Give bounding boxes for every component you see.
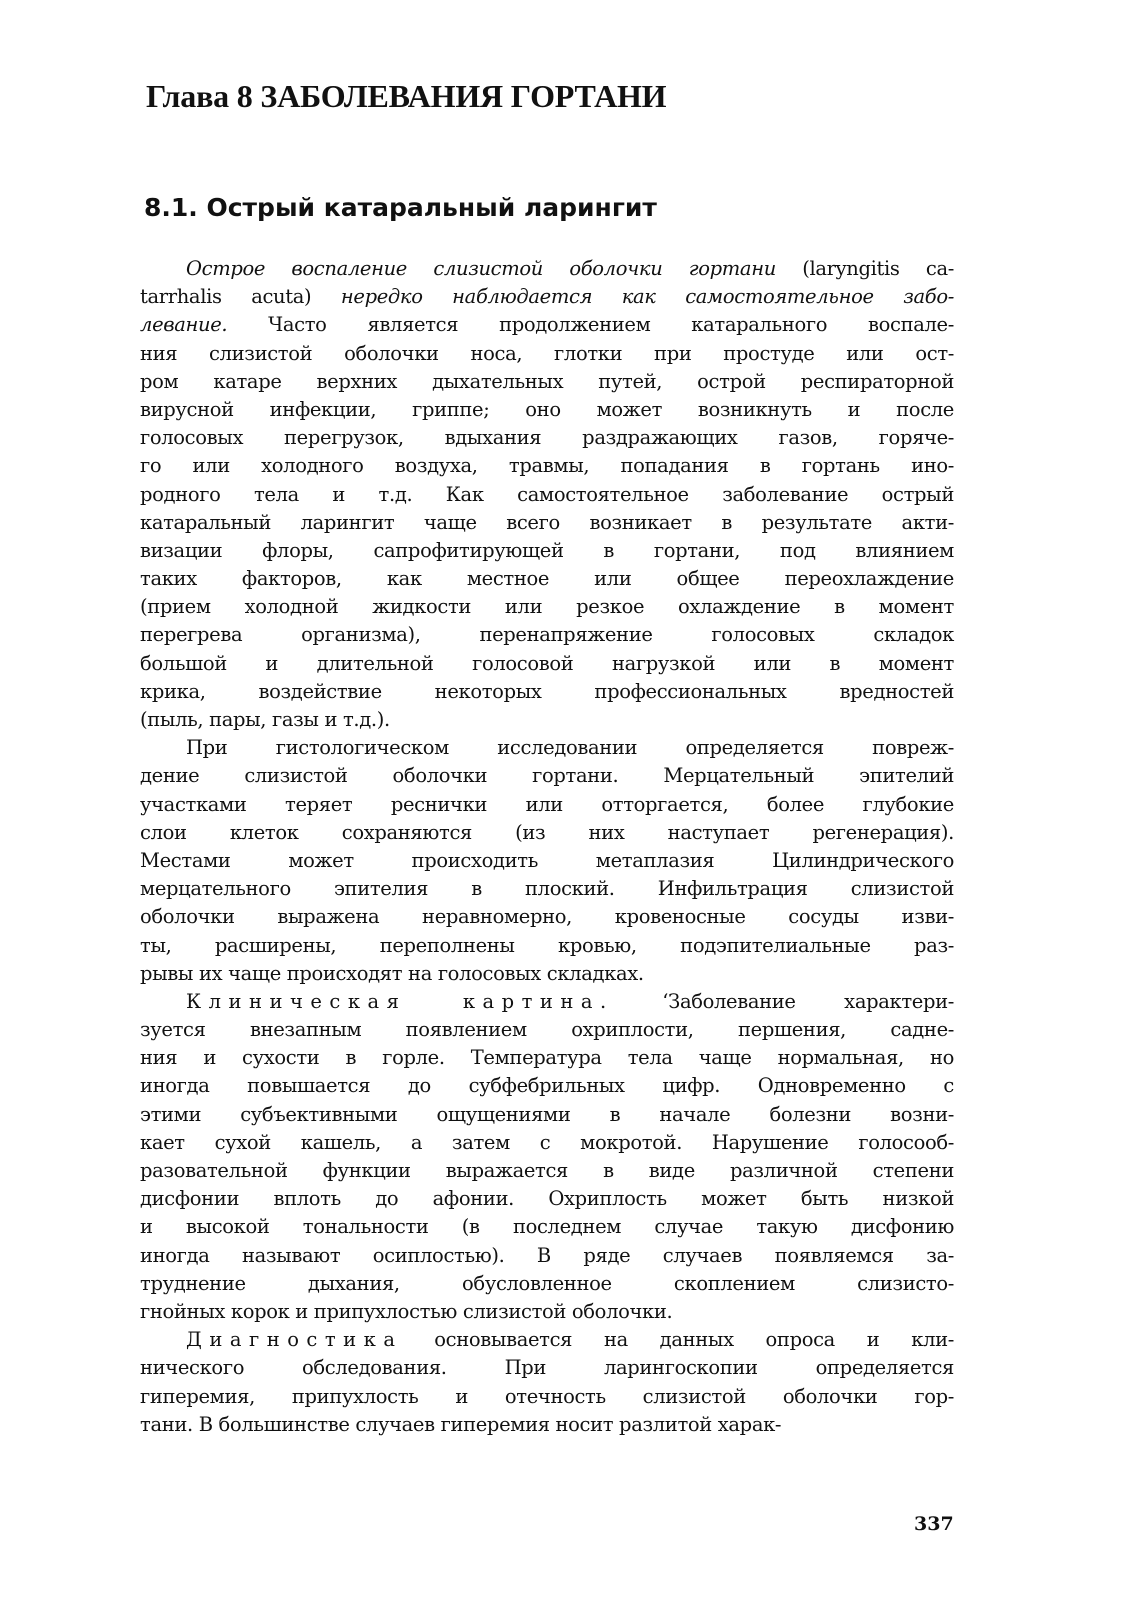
text-line	[140, 255, 954, 283]
spaced-heading: Диагностика	[186, 1328, 403, 1352]
text-fragment: (laryngitis ca-	[775, 257, 954, 280]
text-line: нического обследования. При ларингоскопии определяется	[140, 1356, 954, 1380]
text-line: крика, воздействие некоторых профессиональных вредностей	[140, 679, 954, 703]
text-line: гиперемия, припухлость и отечность слизистой оболочки гор-	[140, 1384, 954, 1408]
italic-term: левание.	[140, 313, 228, 337]
section-title: 8.1. Острый катаральный ларингит	[144, 193, 657, 222]
spaced-heading: Клиническая картина.	[186, 989, 614, 1013]
text-line: слои клеток сохраняются (из них наступает регенерация).	[140, 820, 954, 844]
italic-term: нередко наблюдается как самостоятельное забо-	[340, 285, 954, 309]
text-line: визации флоры, сапрофитирующей в гортани, под влиянием	[140, 538, 954, 562]
text-line	[140, 988, 954, 1016]
text-line: зуется внезапным появлением охриплости, першения, садне-	[140, 1018, 954, 1042]
text-line: оболочки выражена неравномерно, кровеносные сосуды изви-	[140, 905, 954, 929]
text-line: большой и длительной голосовой нагрузкой или в момент	[140, 651, 954, 675]
text-line: мерцательного эпителия в плоский. Инфильтрация слизистой	[140, 877, 954, 901]
text-line: тани. В большинстве случаев гиперемия носит разлитой харак-	[140, 1412, 782, 1436]
text-line: разовательной функции выражается в виде различной степени	[140, 1159, 954, 1182]
text-line: рывы их чаще происходят на голосовых складках.	[140, 961, 644, 985]
italic-term: Острое воспаление слизистой оболочки гортани	[186, 257, 776, 280]
text-line	[140, 283, 954, 311]
text-line: гнойных корок и припухлостью слизистой оболочки.	[140, 1299, 673, 1323]
text-line: ния и сухости в горле. Температура тела чаще нормальная, но	[140, 1046, 954, 1070]
text-line: ром катаре верхних дыхательных путей, острой респираторной	[140, 369, 954, 393]
page-number: 337	[914, 1513, 954, 1535]
text-fragment: ‘Заболевание характери-	[613, 989, 954, 1013]
text-line: го или холодного воздуха, травмы, попадания в гортань ино-	[140, 454, 954, 478]
text-line: При гистологическом исследовании определяется повреж-	[186, 736, 954, 760]
text-line: перегрева организма), перенапряжение голосовых складок	[140, 623, 954, 647]
text-line: голосовых перегрузок, вдыхания раздражающих газов, горяче-	[140, 426, 954, 450]
text-line: труднение дыхания, обусловленное скоплением слизисто-	[140, 1271, 954, 1295]
text-line: дисфонии вплоть до афонии. Охриплость может быть низкой	[140, 1187, 954, 1211]
text-line: дение слизистой оболочки гортани. Мерцательный эпителий	[140, 764, 954, 788]
text-line: этими субъективными ощущениями в начале болезни возни-	[140, 1102, 954, 1126]
text-line: (прием холодной жидкости или резкое охлаждение в момент	[140, 595, 954, 619]
text-line: катаральный ларингит чаще всего возникает в результате акти-	[140, 510, 954, 534]
text-line: таких факторов, как местное или общее переохлаждение	[140, 567, 954, 591]
text-line: участками теряет реснички или отторгается, более глубокие	[140, 792, 954, 816]
text-line: и высокой тональности (в последнем случае такую дисфонию	[140, 1215, 954, 1239]
text-line: ния слизистой оболочки носа, глотки при простуде или ост-	[140, 341, 954, 365]
text-fragment: основывается на данных опроса и кли-	[402, 1328, 954, 1352]
text-line: ты, расширены, переполнены кровью, подэпителиальные раз-	[140, 933, 954, 957]
text-fragment: tarrhalis acuta)	[140, 285, 341, 309]
text-line: Местами может происходить метаплазия Цилиндрического	[140, 848, 954, 872]
text-fragment: Часто является продолжением катарального воспале-	[227, 313, 954, 337]
text-line: вирусной инфекции, гриппе; оно может возникнуть и после	[140, 397, 954, 421]
text-line	[140, 311, 954, 339]
text-line: родного тела и т.д. Как самостоятельное заболевание острый	[140, 482, 954, 506]
text-line: иногда называют осиплостью). В ряде случаев появляемся за-	[140, 1243, 954, 1267]
chapter-title: Глава 8 ЗАБОЛЕВАНИЯ ГОРТАНИ	[146, 78, 667, 114]
body-text	[140, 255, 954, 1439]
text-line	[140, 1326, 954, 1354]
text-line: кает сухой кашель, а затем с мокротой. Нарушение голосооб-	[140, 1130, 954, 1154]
text-line: (пыль, пары, газы и т.д.).	[140, 708, 390, 731]
text-line: иногда повышается до субфебрильных цифр. Одновременно с	[140, 1074, 954, 1098]
